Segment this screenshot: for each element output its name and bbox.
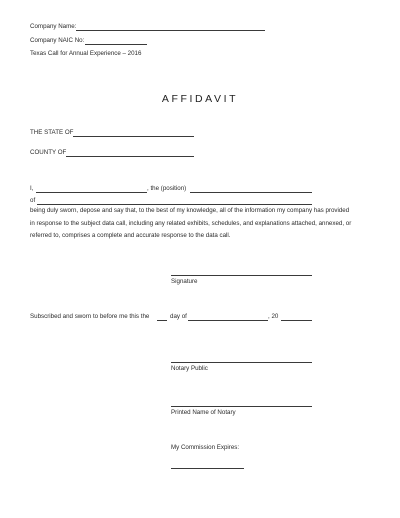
printed-name-label: Printed Name of Notary: [171, 409, 236, 416]
sworn-month-field[interactable]: [188, 320, 268, 321]
of-label: of: [30, 197, 36, 204]
affidavit-paragraph: [30, 205, 375, 243]
paragraph-line: referred to, comprises a complete and accurate response to the data call.: [30, 232, 231, 239]
header-subtitle: Texas Call for Annual Experience – 2016: [30, 50, 142, 57]
sworn-day-field[interactable]: [157, 320, 167, 321]
paragraph-line: being duly sworn, depose and say that, to the best of my knowledge, all of the information my company has provided: [30, 207, 350, 214]
name-field[interactable]: [36, 192, 147, 193]
i-label: I,: [30, 185, 34, 192]
company-name-field[interactable]: [76, 30, 265, 31]
company-naic-field[interactable]: [85, 44, 147, 45]
sworn-day-of: day of: [170, 313, 187, 320]
paragraph-line: in response to the subject data call, including any related exhibits, schedules, and explanations attached, annexed, or: [30, 219, 352, 227]
signature-field[interactable]: [171, 275, 312, 276]
notary-public-label: Notary Public: [171, 365, 208, 372]
signature-label: Signature: [171, 278, 198, 285]
county-label: COUNTY OF: [30, 149, 67, 156]
company-name-label: Company Name:: [30, 23, 77, 30]
sworn-year-prefix: , 20: [268, 313, 279, 320]
sworn-prefix: Subscribed and sworn to before me this the: [30, 313, 150, 320]
county-field[interactable]: [66, 156, 194, 157]
state-field[interactable]: [73, 136, 194, 137]
commission-field[interactable]: [171, 468, 244, 469]
company-naic-label: Company NAIC No:: [30, 37, 85, 44]
position-label: , the (position): [147, 185, 187, 192]
state-label: THE STATE OF: [30, 129, 74, 136]
printed-name-field[interactable]: [171, 406, 312, 407]
commission-label: My Commission Expires:: [171, 444, 240, 451]
notary-public-field[interactable]: [171, 362, 312, 363]
position-field[interactable]: [190, 192, 312, 193]
page-title: AFFIDAVIT: [161, 93, 239, 105]
sworn-year-field[interactable]: [281, 320, 312, 321]
